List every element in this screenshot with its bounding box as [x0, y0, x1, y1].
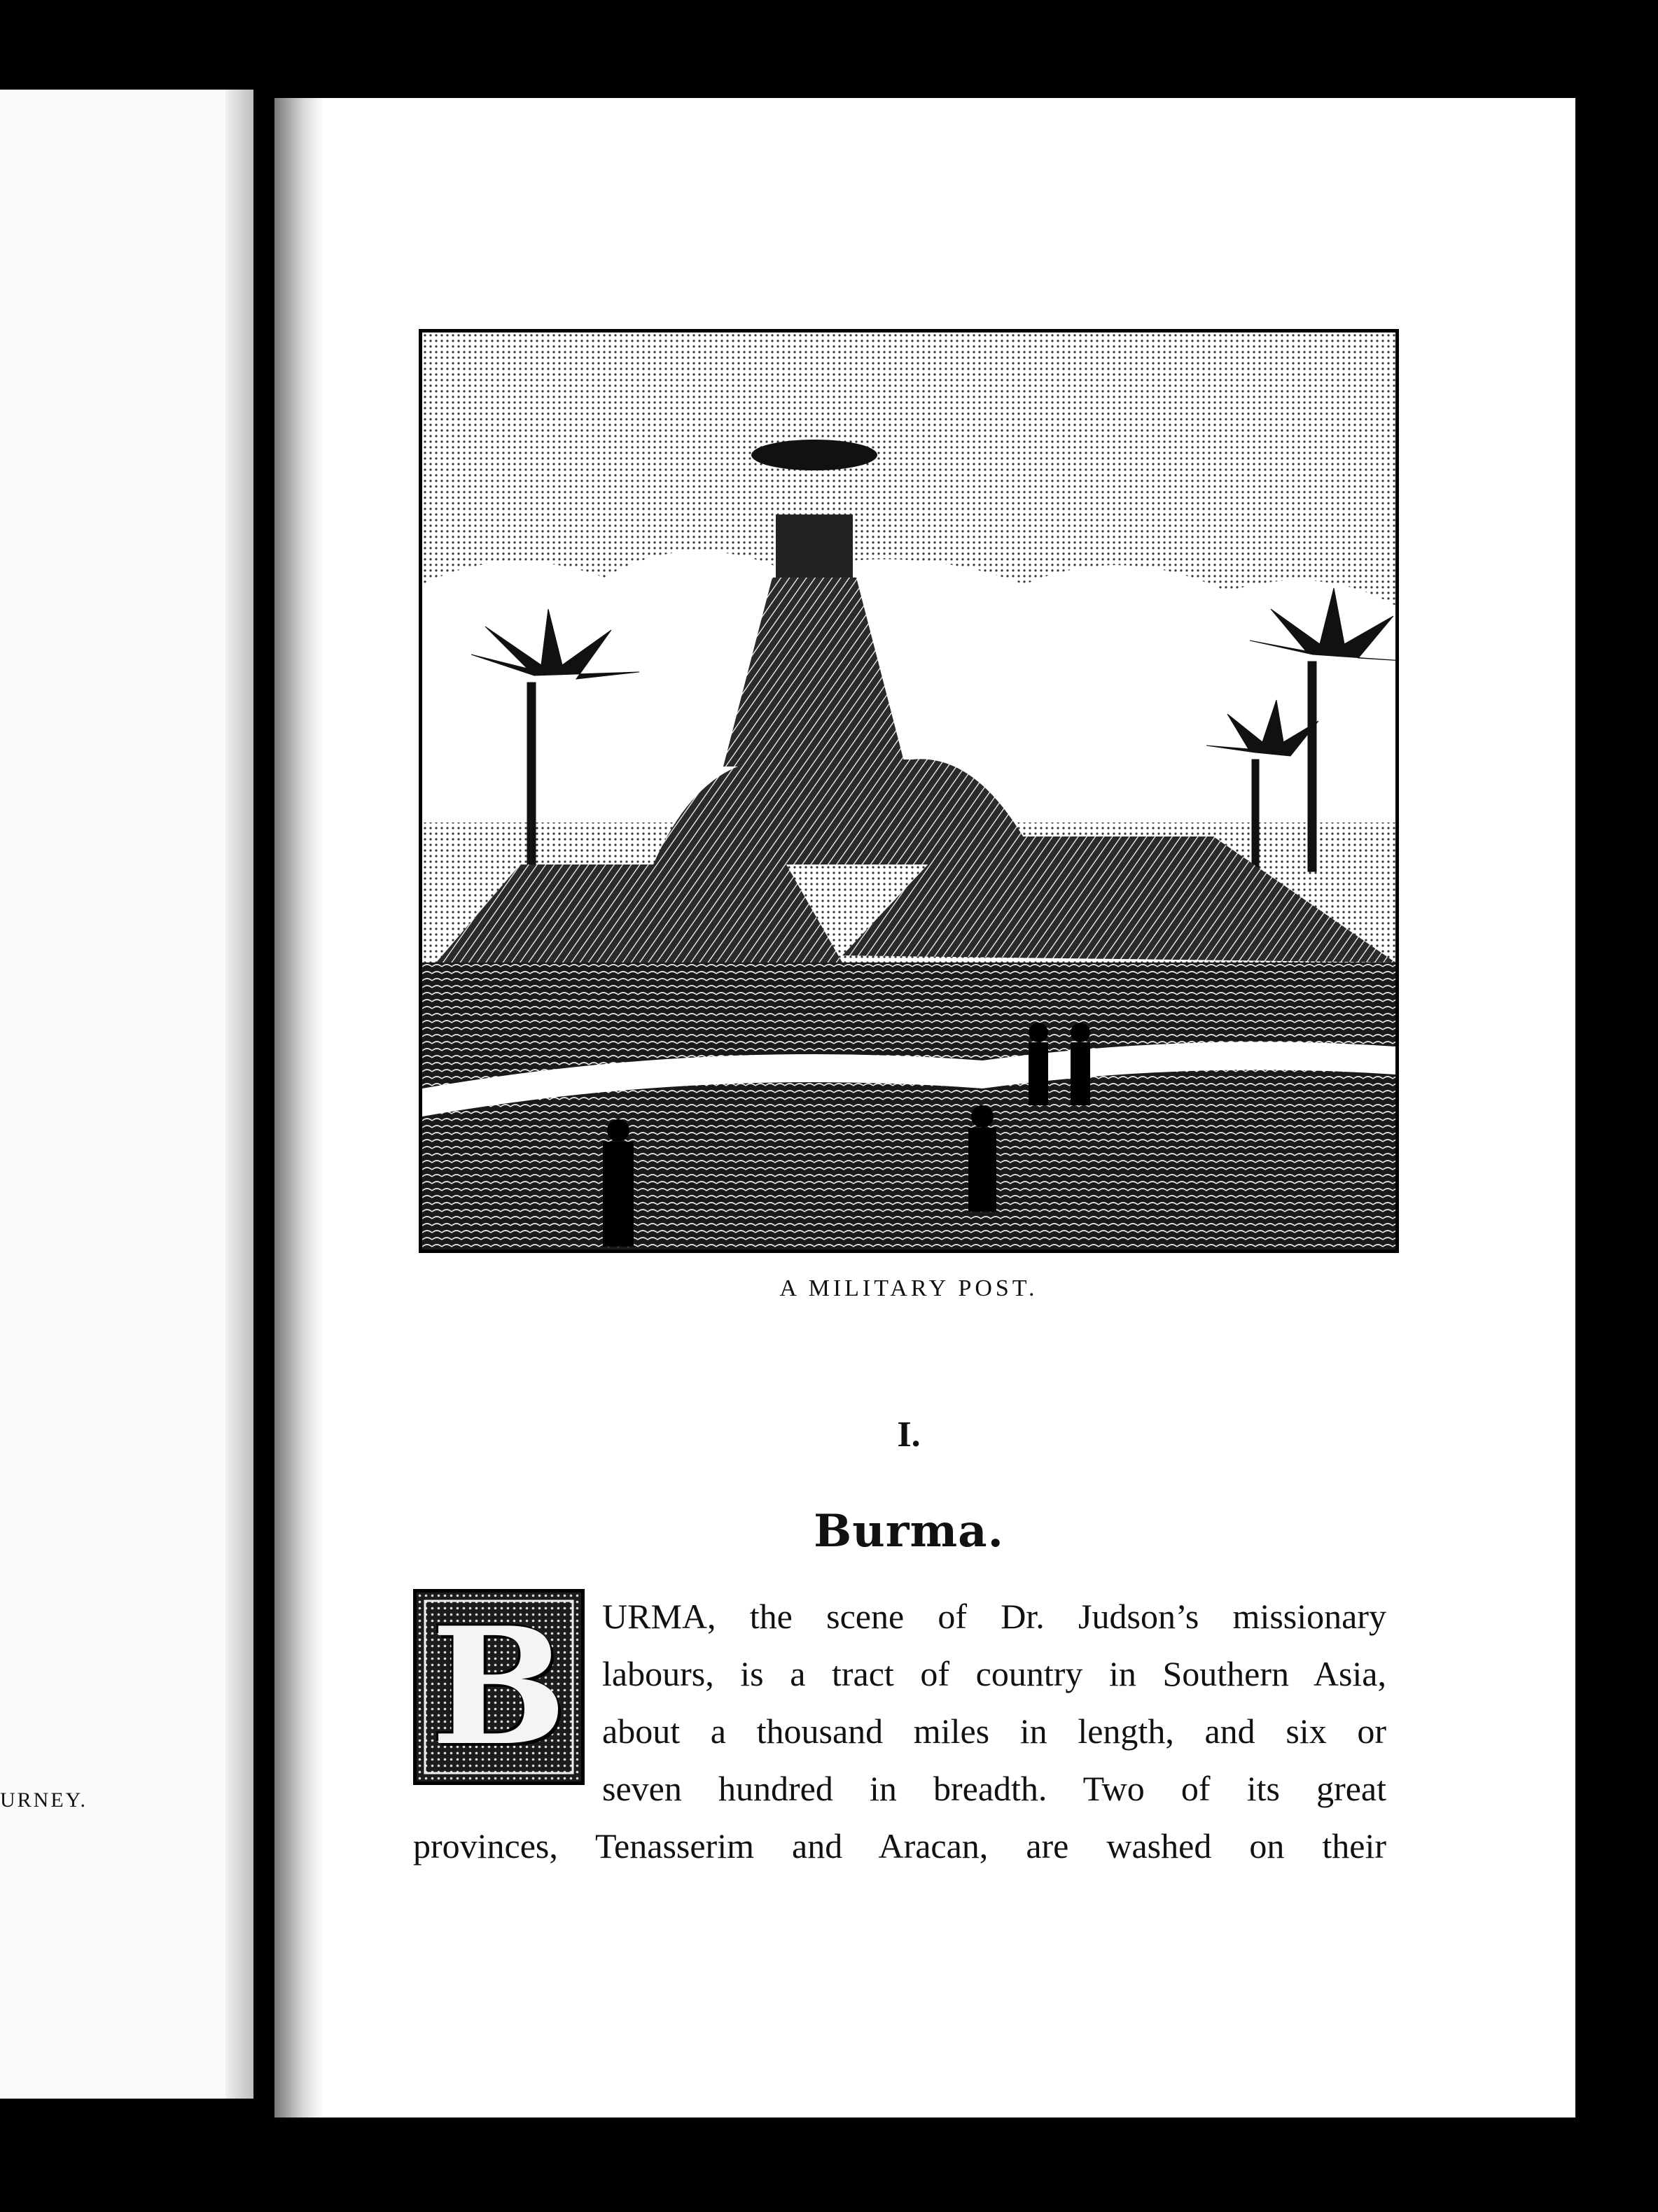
body-line: provinces, Tenasserim and Aracan, are washed on their [413, 1826, 1386, 1865]
engraving-illustration [419, 329, 1399, 1253]
military-post-engraving [422, 332, 1395, 1250]
pagoda-umbrella [751, 440, 877, 470]
page-gutter-shadow [274, 98, 323, 2118]
left-page-gutter-shadow [225, 90, 253, 2099]
body-line: about a thousand miles in length, and six or [602, 1712, 1386, 1751]
body-paragraph [413, 1588, 1386, 1875]
chapter-number: I. [897, 1415, 921, 1455]
drop-cap-letter: B [431, 1592, 567, 1782]
illustration-caption: A MILITARY POST. [779, 1275, 1038, 1301]
left-page-text-fragment: URNEY. [0, 1788, 88, 1812]
ground [422, 962, 1395, 1250]
chapter-title: Burma. [814, 1505, 1004, 1558]
body-line: seven hundred in breadth. Two of its great [602, 1769, 1386, 1808]
pagoda-spire-top [776, 514, 853, 578]
body-line: labours, is a tract of country in Southern Asia, [602, 1654, 1386, 1693]
body-line: URMA, the scene of Dr. Judson’s missionary [602, 1597, 1386, 1636]
